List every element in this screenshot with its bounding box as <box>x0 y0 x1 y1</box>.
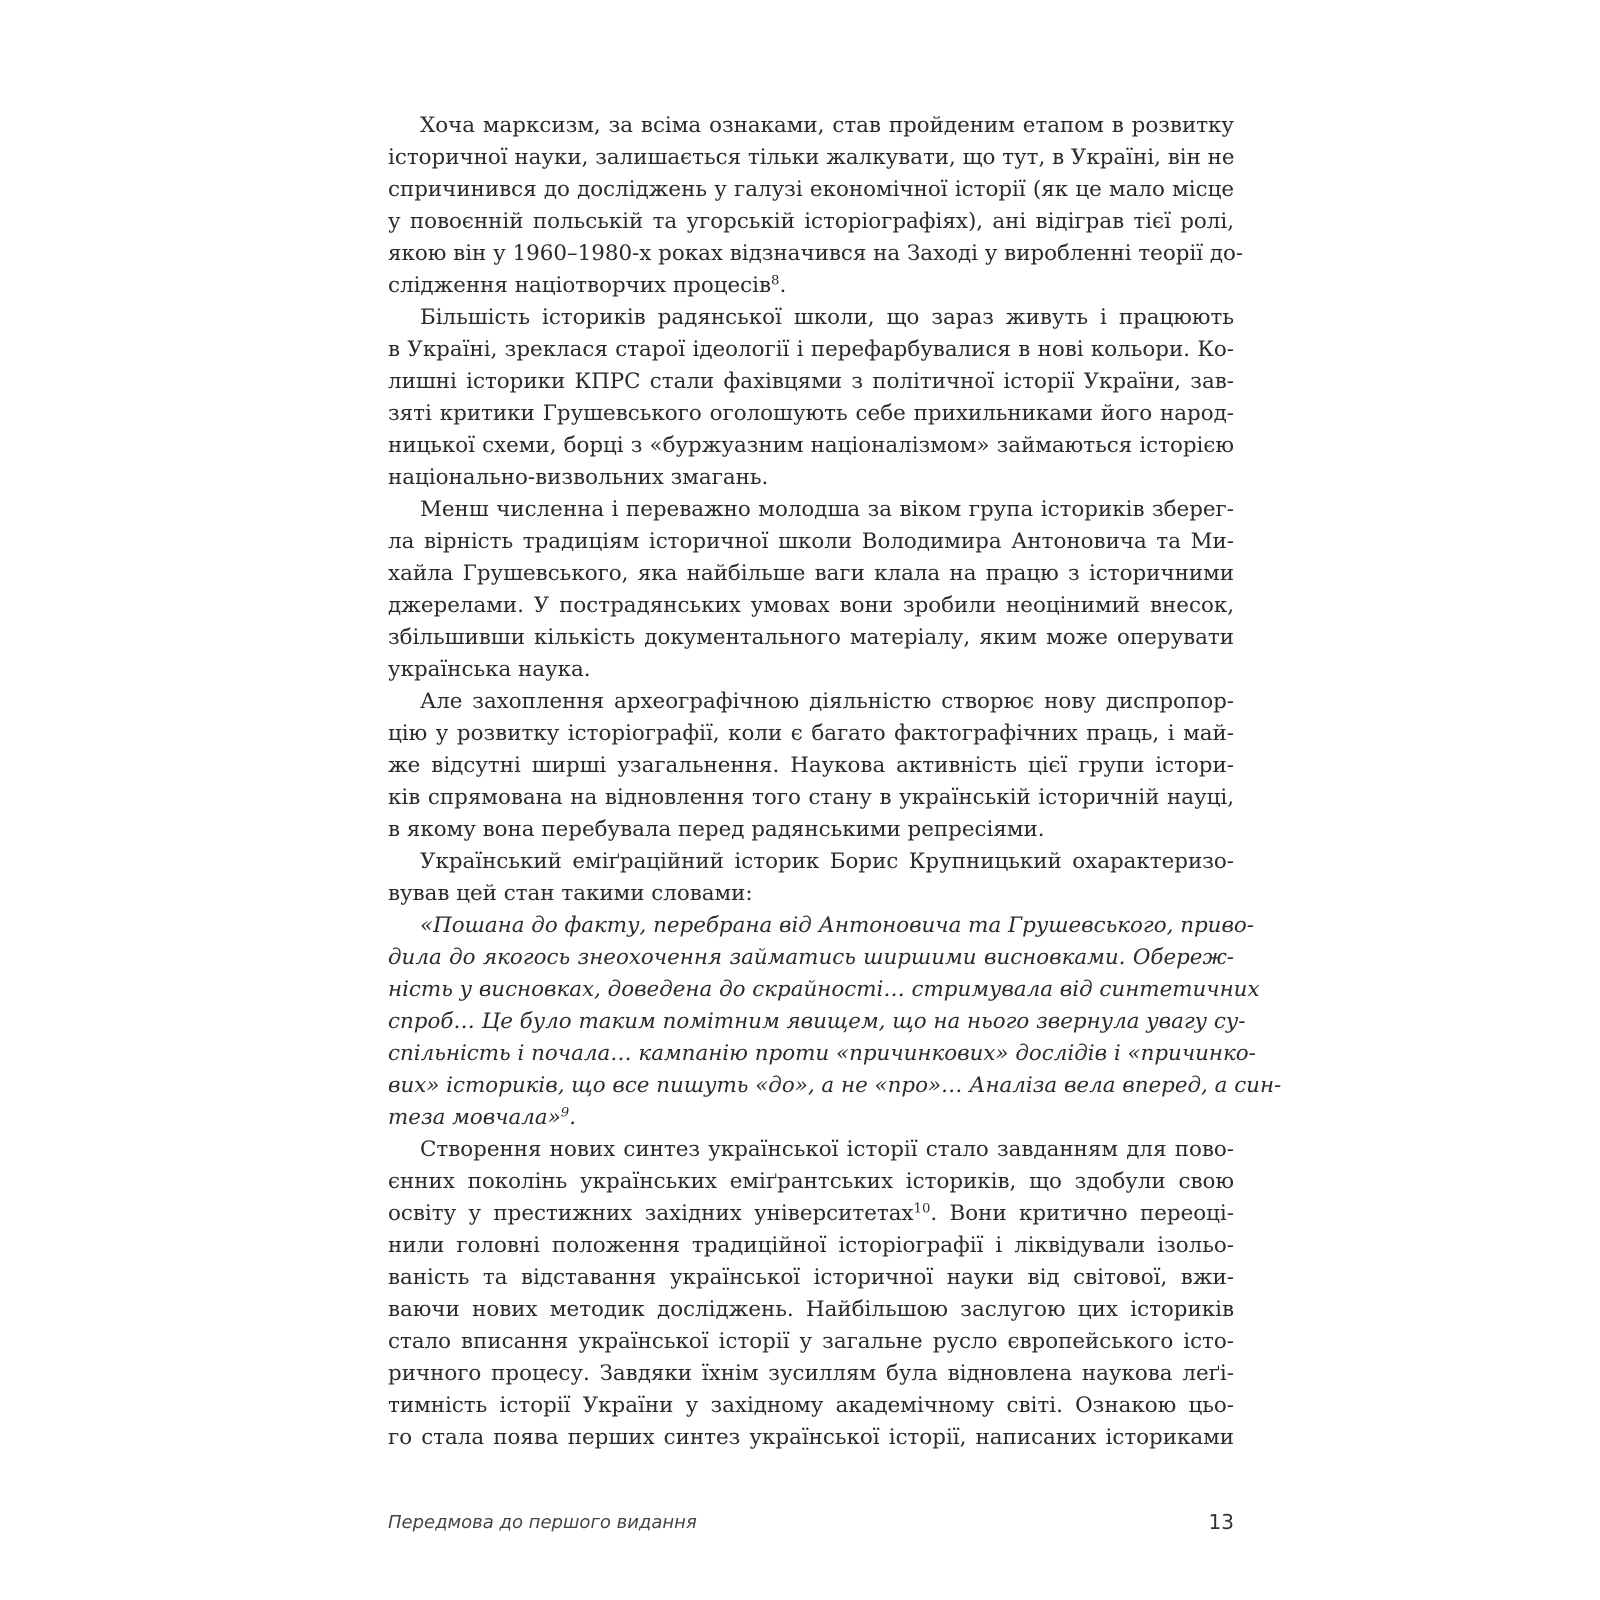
text-line <box>388 974 1260 1006</box>
line-text-tail: . <box>569 1105 576 1130</box>
line-text: дила до якогось знеохочення займатись ширшими висновками. Обереж- <box>388 945 1234 970</box>
line-text: ків спрямована на відновлення того стану в українській історичній науці, <box>388 785 1234 810</box>
text-line <box>388 942 1234 974</box>
text-line <box>388 270 1234 302</box>
line-text: «Пошана до факту, перебрана від Антоновича та Грушевського, приво- <box>420 913 1254 938</box>
line-text: Створення нових синтез української історії стало завданням для пово- <box>420 1137 1234 1162</box>
line-text: освіту у престижних західних університетах <box>388 1201 914 1226</box>
text-line <box>388 238 1244 270</box>
text-line <box>388 1102 1234 1134</box>
text-line <box>388 206 1234 238</box>
text-line <box>388 1422 1234 1454</box>
line-text-tail: . <box>779 273 787 298</box>
line-text: ницької схеми, борці з «буржуазним націоналізмом» займаються історією <box>388 433 1234 458</box>
text-line <box>420 302 1234 334</box>
text-line <box>388 174 1234 206</box>
text-line <box>388 1262 1234 1294</box>
line-text: го стала поява перших синтез української історії, написаних істориками <box>388 1425 1234 1450</box>
line-text: ність у висновках, доведена до скрайності… стримувала від синтетичних <box>388 977 1260 1002</box>
running-footer-title: Передмова до першого видання <box>388 1512 697 1533</box>
line-text: Але захоплення археографічною діяльністю створює нову диспропор- <box>420 689 1234 714</box>
text-line <box>388 654 1234 686</box>
text-line <box>420 686 1234 718</box>
line-text: слідження націотворчих процесів <box>388 273 772 298</box>
line-text: Український еміґраційний історик Борис Крупницький охарактеризо- <box>420 849 1234 874</box>
text-line <box>388 590 1234 622</box>
text-line <box>388 782 1234 814</box>
text-line <box>388 1070 1282 1102</box>
text-line <box>388 1326 1234 1358</box>
text-line <box>388 1006 1246 1038</box>
text-line <box>388 430 1234 462</box>
text-line <box>388 1358 1234 1390</box>
line-text: в Україні, зреклася старої ідеології і перефарбувалися в нові кольори. Ко- <box>388 337 1234 362</box>
line-text: нили головні положення традиційної історіографії і ліквідували ізольо- <box>388 1233 1234 1258</box>
line-text: якою він у 1960–1980-х роках відзначився на Заході у виробленні теорії до- <box>388 241 1244 266</box>
line-text: історичної науки, залишається тільки жалкувати, що тут, в Україні, він не <box>388 145 1235 170</box>
line-text: хайла Грушевського, яка найбільше ваги клала на працю з історичними <box>388 561 1234 586</box>
text-line <box>388 558 1234 590</box>
line-text: лишні історики КПРС стали фахівцями з політичної історії України, зав- <box>388 369 1234 394</box>
line-text: національно-визвольних змагань. <box>388 465 769 490</box>
line-text: у повоєнній польській та угорській історіографіях), ані відіграв тієї ролі, <box>388 209 1234 234</box>
text-line <box>388 1390 1234 1422</box>
footnote-ref[interactable]: 8 <box>771 273 780 289</box>
text-line <box>388 398 1234 430</box>
text-line <box>420 910 1254 942</box>
line-text-tail: . Вони критично переоці- <box>930 1201 1234 1226</box>
text-line <box>420 110 1234 142</box>
text-line <box>388 366 1234 398</box>
line-text: зяті критики Грушевського оголошують себе прихильниками його народ- <box>388 401 1234 426</box>
text-line <box>388 718 1234 750</box>
text-line <box>388 622 1234 654</box>
page-number: 13 <box>1208 1510 1234 1534</box>
line-text: Більшість істориків радянської школи, що зараз живуть і працюють <box>420 305 1234 330</box>
line-text: збільшивши кількість документального матеріалу, яким може оперувати <box>388 625 1234 650</box>
line-text: ваність та відставання української історичної науки від світової, вжи- <box>388 1265 1234 1290</box>
line-text: спільність і почала… кампанію проти «причинкових» дослідів і «причинко- <box>388 1041 1256 1066</box>
text-line <box>388 1230 1234 1262</box>
footnote-ref[interactable]: 9 <box>560 1105 570 1121</box>
line-text: Менш численна і переважно молодша за віком група істориків зберег- <box>420 497 1234 522</box>
text-line <box>388 526 1234 558</box>
line-text: стало вписання української історії у загальне русло європейського істо- <box>388 1329 1234 1354</box>
line-text: тимність історії України у західному академічному світі. Ознакою цьо- <box>388 1393 1234 1418</box>
text-line <box>420 846 1234 878</box>
text-line <box>388 142 1234 174</box>
text-line <box>388 462 1234 494</box>
line-text: цію у розвитку історіографії, коли є багато фактографічних праць, і май- <box>388 721 1234 746</box>
line-text: ричного процесу. Завдяки їхнім зусиллям була відновлена наукова леґі- <box>388 1361 1234 1386</box>
text-line <box>420 494 1234 526</box>
line-text: джерелами. У пострадянських умовах вони зробили неоцінимий внесок, <box>388 593 1234 618</box>
footnote-ref[interactable]: 10 <box>913 1201 931 1217</box>
line-text: же відсутні ширші узагальнення. Наукова активність цієї групи істори- <box>388 753 1234 778</box>
text-line <box>420 1134 1234 1166</box>
text-line <box>388 334 1234 366</box>
line-text: ла вірність традиціям історичної школи Володимира Антоновича та Ми- <box>388 529 1234 554</box>
line-text: спричинився до досліджень у галузі економічної історії (як це мало місце <box>388 177 1234 202</box>
text-line <box>388 814 1234 846</box>
text-line <box>388 1198 1234 1230</box>
line-text: ваючи нових методик досліджень. Найбільшою заслугою цих істориків <box>388 1297 1234 1322</box>
line-text: спроб… Це було таким помітним явищем, що на нього звернула увагу су- <box>388 1009 1246 1034</box>
text-line <box>388 1294 1234 1326</box>
text-line <box>388 1038 1256 1070</box>
text-line <box>388 878 1234 910</box>
line-text: українська наука. <box>388 657 591 682</box>
text-line <box>388 750 1234 782</box>
line-text: теза мовчала» <box>388 1105 561 1130</box>
line-text: Хоча марксизм, за всіма ознаками, став пройденим етапом в розвитку <box>420 113 1234 138</box>
line-text: єнних поколінь українських еміґрантських істориків, що здобули свою <box>388 1169 1234 1194</box>
line-text: в якому вона перебувала перед радянськими репресіями. <box>388 817 1045 842</box>
text-line <box>388 1166 1234 1198</box>
line-text: вих» істориків, що все пишуть «до», а не «про»… Аналіза вела вперед, а син- <box>388 1073 1282 1098</box>
line-text: вував цей стан такими словами: <box>388 881 753 906</box>
